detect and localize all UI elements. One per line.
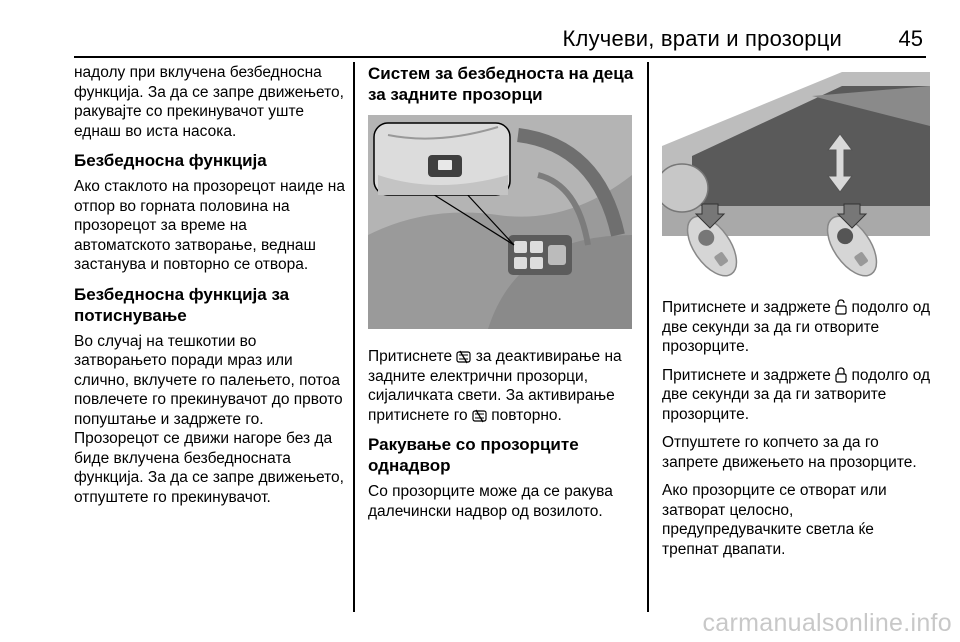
header-title: Клучеви, врати и прозорци	[562, 26, 842, 51]
section-heading: Безбедносна функција за потиснување	[74, 284, 290, 325]
paragraph	[662, 366, 932, 425]
section-heading: Ракување со прозорците однадвор	[368, 435, 579, 475]
child-lock-icon	[472, 408, 487, 423]
page-header	[0, 0, 960, 62]
watermark: carmanualsonline.info	[702, 609, 952, 637]
column-divider-1	[353, 62, 355, 612]
paragraph: Ако прозорците се отворат или затворат целосно, предупредувачките светла ќе трепнат двапати.	[662, 482, 887, 558]
column-divider-2	[647, 62, 649, 612]
paragraph: надолу при вклучена безбедносна функција. За да се запре движењето, ракувајте со прекинувачот уште еднаш во иста насока.	[74, 64, 344, 140]
column-right	[662, 62, 932, 568]
text-segment: подолго од две секунди за да ги отворите прозорците.	[662, 299, 931, 355]
text-segment: подолго од две секунди за да ги затворите прозорците.	[662, 366, 931, 423]
section-heading: Безбедносна функција	[74, 151, 267, 170]
paragraph	[662, 298, 932, 357]
text-segment: Притиснете и задржете	[662, 299, 831, 316]
column-middle	[368, 62, 634, 530]
text-segment: Притиснете	[368, 348, 453, 365]
text-segment: повторно.	[491, 406, 562, 424]
text-segment: Притиснете и задржете	[662, 366, 831, 384]
door-switch-illustration	[368, 115, 632, 329]
section-heading: Систем за безбедноста на деца за задните прозорци	[368, 64, 634, 104]
paragraph: Отпуштете го копчето за да го запрете движењето на прозорците.	[662, 434, 917, 471]
paragraph: Во случај на тешкотии во затворањето поради мраз или слично, вклучете го палењето, потоа повлечете го прекинувачот до првото попуштање и задржете го. Прозорецот се движи нагоре без да биде вклучена безбедносната функција. За да се запре движењето, отпуштете го прекинувачот.	[74, 332, 344, 506]
header-rule	[74, 56, 926, 58]
text-segment: за деактивирање на задните електрични прозорци, сијаличката свети. За активирање притиснете го	[368, 348, 622, 424]
lock-icon	[835, 367, 847, 383]
child-lock-icon	[456, 349, 471, 364]
paragraph	[368, 347, 634, 425]
unlock-icon	[835, 299, 847, 315]
remote-window-illustration	[662, 66, 930, 284]
column-left	[74, 62, 346, 516]
paragraph: Ако стаклото на прозорецот наиде на отпор во горната половина на прозорецот за време на автоматското затворање, веднаш застанува и повторно се отвора.	[74, 178, 345, 273]
page-number: 45	[898, 26, 923, 51]
paragraph: Со прозорците може да се ракува далечински надвор од возилото.	[368, 483, 613, 520]
